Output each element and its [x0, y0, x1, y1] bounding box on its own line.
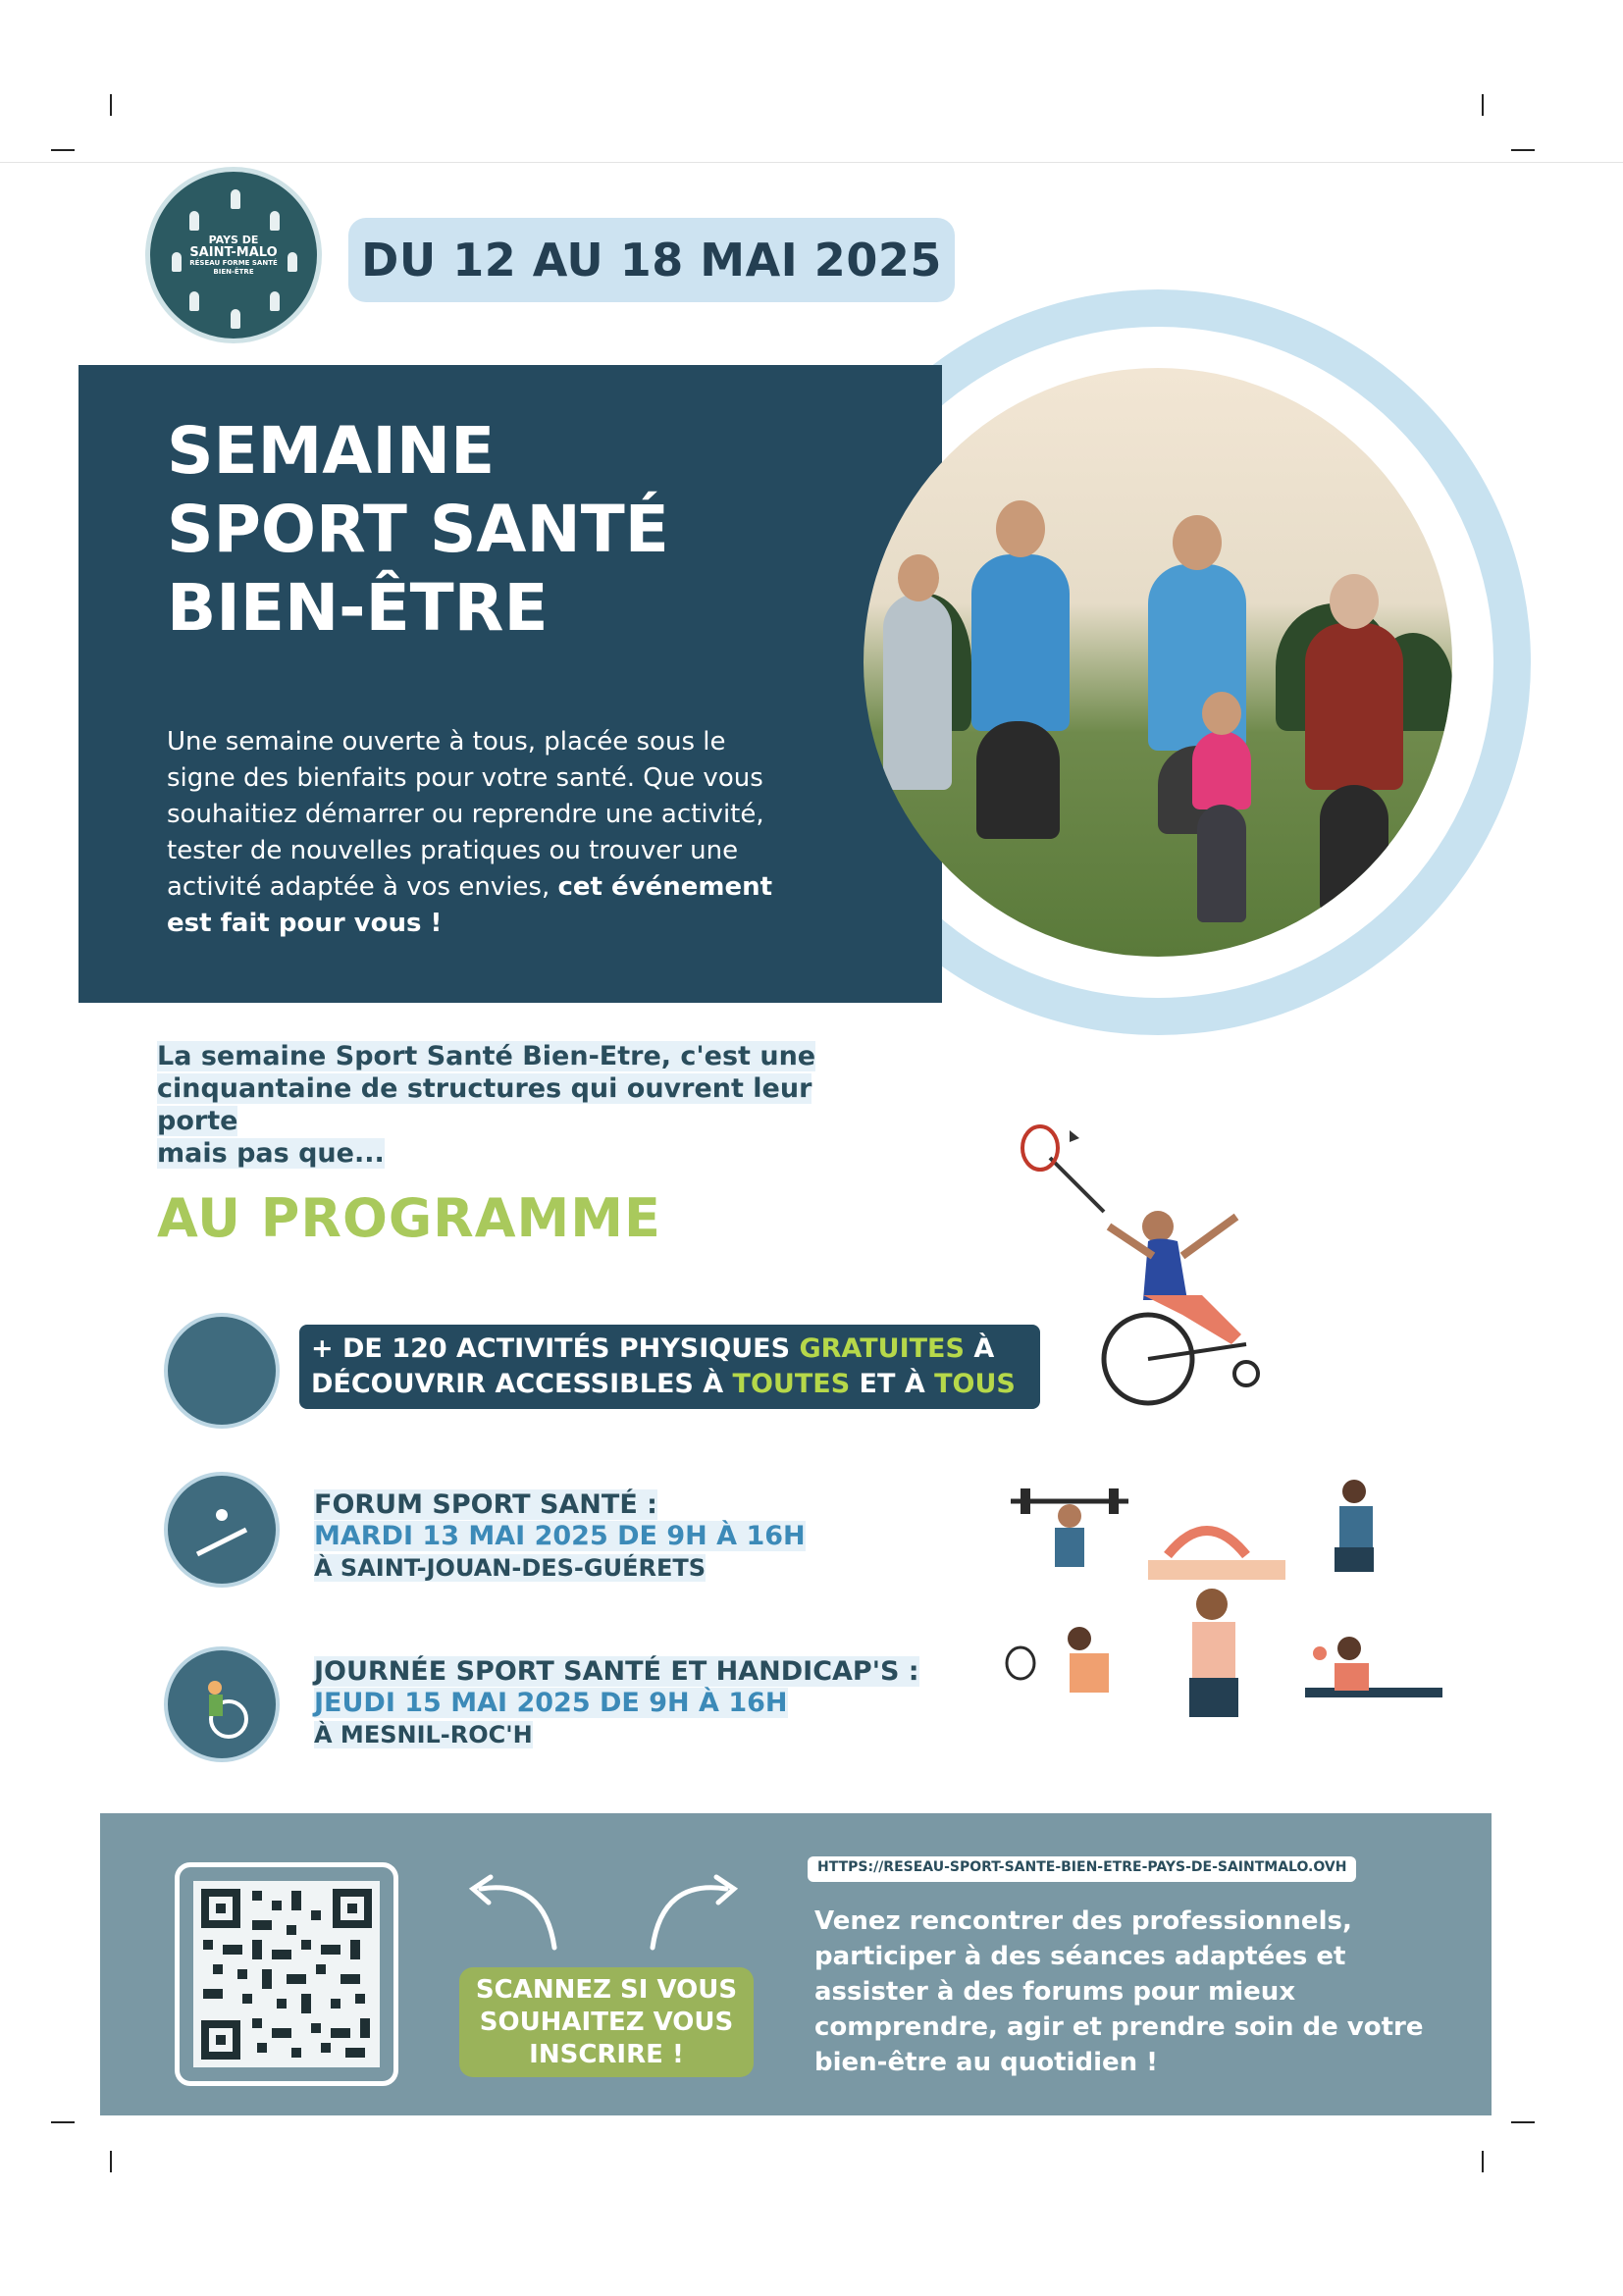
scan-callout	[459, 1967, 754, 2077]
subtitle-line: La semaine Sport Santé Bien-Etre, c'est une	[157, 1041, 816, 1071]
person-figure	[971, 554, 1070, 731]
subtitle-block	[157, 1040, 883, 1170]
subtitle-line: mais pas que...	[157, 1138, 385, 1169]
desc-line: assister à des forums pour mieux	[814, 1977, 1296, 2007]
title-line: SPORT SANTÉ	[167, 492, 669, 567]
website-link[interactable]: HTTPS://RESEAU-SPORT-SANTE-BIEN-ETRE-PAYS-DE-SAINTMALO.OVH	[808, 1856, 1356, 1882]
handicap-title: JOURNÉE SPORT SANTÉ ET HANDICAP'S :	[314, 1656, 919, 1687]
intro-bold: cet événement est fait pour vous !	[167, 872, 773, 938]
item1-text: À	[964, 1333, 995, 1364]
crop-mark	[110, 2151, 112, 2172]
page-edge-line	[0, 162, 1623, 163]
program-item-activities	[299, 1325, 1040, 1409]
handicap-place: À MESNIL-ROC'H	[314, 1721, 533, 1748]
logo-line: RÉSEAU FORME SANTÉ	[189, 259, 278, 267]
crop-mark	[1482, 94, 1484, 116]
figure-icon	[172, 252, 182, 272]
wheelchair-badminton-illustration	[1011, 1119, 1295, 1413]
logo-line: SAINT-MALO	[189, 245, 278, 260]
forum-place: À SAINT-JOUAN-DES-GUÉRETS	[314, 1554, 706, 1582]
desc-line: participer à des séances adaptées et	[814, 1942, 1346, 1971]
wheelchair-icon	[231, 309, 240, 329]
item1-highlight: GRATUITES	[799, 1333, 965, 1364]
logo-line: PAYS DE	[208, 234, 259, 246]
logo-line: BIEN-ÊTRE	[213, 268, 254, 276]
figure-icon	[270, 291, 280, 311]
crop-mark	[1482, 2151, 1484, 2172]
desc-line: comprendre, agir et prendre soin de votre	[814, 2012, 1424, 2042]
crop-mark	[1511, 149, 1535, 151]
item1-highlight: TOUTES	[732, 1369, 851, 1399]
item1-text: ET À	[850, 1369, 935, 1399]
person-figure	[1305, 623, 1403, 790]
desc-line: bien-être au quotidien !	[814, 2048, 1159, 2077]
person-figure	[883, 594, 952, 790]
wheelchair-icon	[164, 1646, 280, 1762]
footer-description	[814, 1904, 1433, 2080]
program-logo-icon	[164, 1313, 280, 1429]
figure-icon	[189, 211, 199, 231]
title-line: BIEN-ÊTRE	[167, 570, 549, 646]
program-item-handicap	[314, 1656, 919, 1750]
figure-icon	[270, 211, 280, 231]
intro-paragraph	[167, 724, 795, 942]
title-line: SEMAINE	[167, 413, 496, 489]
program-title: AU PROGRAMME	[157, 1187, 661, 1249]
figure-icon	[231, 189, 240, 209]
item1-text: + DE 120 ACTIVITÉS PHYSIQUES	[311, 1333, 800, 1364]
subtitle-line: cinquantaine de structures qui ouvrent leur porte	[157, 1073, 812, 1136]
scan-line: SCANNEZ SI VOUS	[475, 1974, 738, 2005]
person-figure	[1192, 731, 1251, 809]
handicap-date: JEUDI 15 MAI 2025 DE 9H À 16H	[314, 1688, 788, 1718]
figure-icon	[288, 252, 297, 272]
item1-text: DÉCOUVRIR ACCESSIBLES À	[311, 1369, 733, 1399]
desc-line: Venez rencontrer des professionnels,	[814, 1906, 1352, 1936]
qr-code[interactable]	[175, 1862, 398, 2086]
intro-text: Une semaine ouverte à tous, placée sous le signe des bienfaits pour votre santé. Que vous souhaitiez démarrer ou reprendre une activité, tester de nouvelles pratiques ou trouver une activité adaptée à vos envies,	[167, 727, 764, 902]
forum-title: FORUM SPORT SANTÉ :	[314, 1489, 657, 1520]
forum-date: MARDI 13 MAI 2025 DE 9H À 16H	[314, 1521, 806, 1551]
crop-mark	[51, 149, 75, 151]
fitness-person-icon	[164, 1472, 280, 1588]
item1-highlight: TOUS	[934, 1369, 1016, 1399]
crop-mark	[51, 2121, 75, 2123]
crop-mark	[110, 94, 112, 116]
scan-line: INSCRIRE !	[529, 2039, 684, 2069]
program-item-forum	[314, 1489, 806, 1584]
date-banner: DU 12 AU 18 MAI 2025	[348, 218, 955, 302]
page-title	[167, 412, 669, 648]
scan-line: SOUHAITEZ VOUS	[479, 2007, 734, 2037]
crop-mark	[1511, 2121, 1535, 2123]
sports-collage-illustration	[1001, 1467, 1442, 1761]
network-logo	[145, 167, 322, 343]
figure-icon	[189, 291, 199, 311]
hero-photo	[864, 368, 1452, 957]
arrows-decoration	[432, 1850, 775, 1967]
